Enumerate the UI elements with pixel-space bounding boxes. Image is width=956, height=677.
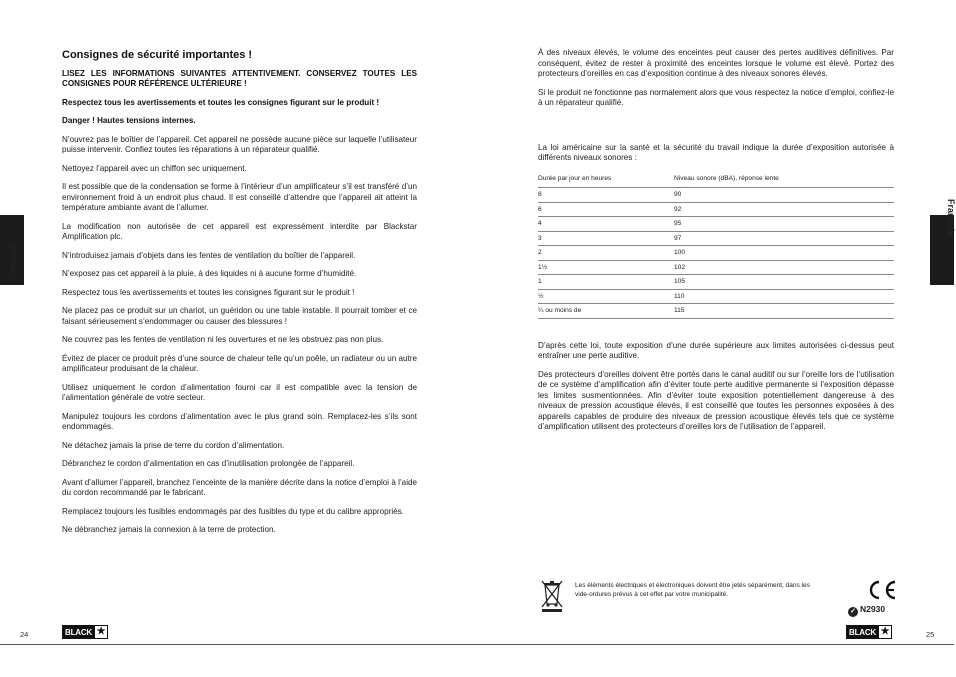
footer-rule bbox=[0, 644, 477, 645]
table-row bbox=[538, 202, 894, 217]
level-cell: 95 bbox=[674, 217, 894, 232]
duration-cell: ¼ ou moins de bbox=[538, 304, 674, 319]
side-language-label: Français bbox=[946, 198, 956, 236]
safety-paragraph: N’exposez pas cet appareil à la pluie, à des liquides ni à aucune forme d’humidité. bbox=[62, 269, 357, 278]
level-cell: 102 bbox=[674, 260, 894, 275]
weee-notice: Les éléments électriques et électroniques doivent être jetés séparément, dans les vide-ordures prévus à cet effet par votre municipalité. bbox=[575, 582, 810, 598]
blackstar-logo bbox=[62, 625, 108, 639]
safety-paragraph: N’ouvrez pas le boîtier de l’appareil. Cet appareil ne possède aucune pièce sur laquelle l’utilisateur puisse intervenir. Confiez toutes les réparations à un réparateur qualifié. bbox=[62, 134, 417, 154]
safety-paragraph: Danger ! Hautes tensions internes. bbox=[62, 116, 196, 125]
noise-exposure-table bbox=[538, 172, 894, 319]
page-number: 24 bbox=[20, 630, 29, 639]
safety-title: Consignes de sécurité importantes ! bbox=[62, 49, 253, 61]
duration-cell: 4 bbox=[538, 217, 674, 232]
duration-cell: 2 bbox=[538, 246, 674, 261]
star-icon: ★ bbox=[96, 626, 106, 637]
outro-paragraph: Des protecteurs d’oreilles doivent être portés dans le canal auditif ou sur l’oreille lors de l’utilisation de ce système d’amplification afin d’éviter toute perte auditive permanente si l’exposition dépasse les limites susmentionnées. Afin d’éviter toute exposition potentiellement dangereuse à des niveaux de pression acoustique élevés, il est conseillé que toutes les personnes exposées à des appareils capables de produire des niveaux de pression acoustique élevés tels que ce système d’amplification utilisent des protecteurs d’oreilles lors de l’utilisation de l’appareil. bbox=[538, 369, 894, 431]
safety-paragraph: Remplacez toujours les fusibles endommagés par des fusibles du type et du calibre appropriés. bbox=[62, 506, 404, 516]
cert-code bbox=[848, 604, 885, 617]
safety-paragraph: Avant d’allumer l’appareil, branchez l’enceinte de la manière décrite dans la notice d’emploi à l’aide du cordon recommandé par le fabricant. bbox=[62, 477, 417, 497]
level-cell: 97 bbox=[674, 231, 894, 246]
level-cell: 115 bbox=[674, 304, 894, 319]
duration-cell: ½ bbox=[538, 289, 674, 304]
table-header: Niveau sonore (dBA), réponse lente bbox=[674, 172, 894, 188]
blackstar-logo bbox=[846, 625, 892, 639]
table-row bbox=[538, 275, 894, 290]
safety-column bbox=[62, 50, 417, 544]
duration-cell: 8 bbox=[538, 188, 674, 203]
intro-paragraph: Si le produit ne fonctionne pas normalement alors que vous respectez la notice d’emploi, confiez-le à un réparateur qualifié. bbox=[538, 87, 894, 107]
safety-paragraph: Ne détachez jamais la prise de terre du cordon d’alimentation. bbox=[62, 440, 285, 450]
safety-paragraph: La modification non autorisée de cet appareil est expressément interdite par Blackstar Amplification plc. bbox=[62, 221, 417, 241]
weee-bin-icon bbox=[540, 578, 564, 612]
level-cell: 90 bbox=[674, 188, 894, 203]
table-row bbox=[538, 231, 894, 246]
safety-paragraph: Débranchez le cordon d’alimentation en cas d’inutilisation prolongée de l’appareil. bbox=[62, 459, 355, 468]
table-body bbox=[538, 188, 894, 319]
level-cell: 92 bbox=[674, 202, 894, 217]
side-language-label: Français bbox=[8, 244, 18, 282]
level-cell: 110 bbox=[674, 289, 894, 304]
safety-paragraphs bbox=[62, 69, 417, 536]
duration-cell: 1½ bbox=[538, 260, 674, 275]
safety-paragraph: Manipulez toujours les cordons d’alimentation avec le plus grand soin. Remplacez-les s’ils sont endommagés. bbox=[62, 411, 417, 431]
logo-text: BLACK bbox=[65, 627, 92, 637]
safety-paragraph: N’introduisez jamais d’objets dans les fentes de ventilation du boîtier de l’appareil. bbox=[62, 250, 356, 260]
duration-cell: 6 bbox=[538, 202, 674, 217]
intro-paragraph: À des niveaux élevés, le volume des enceintes peut causer des pertes auditives définitives. Par conséquent, évitez de rester à proximité des enceintes lorsque le volume est élevé. Portez des protecteurs d’oreilles en cas d’exposition continue à des niveaux sonores élevés. bbox=[538, 48, 894, 78]
safety-paragraph: Utilisez uniquement le cordon d’alimentation fourni car il est compatible avec la tension de l’alimentation générale de votre secteur. bbox=[62, 382, 417, 402]
table-row bbox=[538, 260, 894, 275]
safety-paragraph: Ne placez pas ce produit sur un chariot, un guéridon ou une table instable. Il pourrait tomber et ce faisant sérieusement s’endommager ou causer des blessures ! bbox=[62, 306, 417, 326]
table-row bbox=[538, 188, 894, 203]
table-header: Durée par jour en heures bbox=[538, 172, 674, 188]
safety-paragraph: Respectez tous les avertissements et toutes les consignes figurant sur le produit ! bbox=[62, 97, 380, 107]
ctick-icon: ✓ bbox=[848, 607, 858, 617]
table-row bbox=[538, 246, 894, 261]
safety-paragraph: Nettoyez l’appareil avec un chiffon sec uniquement. bbox=[62, 163, 247, 173]
page-number: 25 bbox=[926, 630, 935, 639]
safety-paragraph: Ne couvrez pas les fentes de ventilation ni les ouvertures et ne les obstruez pas non plus. bbox=[62, 335, 384, 344]
hearing-column bbox=[538, 48, 894, 441]
safety-paragraph: Évitez de placer ce produit près d’une source de chaleur telle qu’un poêle, un radiateur ou un autre amplificateur produisant de la chaleur. bbox=[62, 353, 417, 373]
cert-code-text: N2930 bbox=[860, 604, 886, 614]
table-row bbox=[538, 304, 894, 319]
table-header-row bbox=[538, 172, 894, 188]
level-cell: 100 bbox=[674, 246, 894, 261]
safety-paragraph: Ne débranchez jamais la connexion à la terre de protection. bbox=[62, 525, 276, 534]
logo-text: BLACK bbox=[849, 627, 876, 637]
ce-mark-graphic bbox=[865, 580, 897, 600]
table-row bbox=[538, 289, 894, 304]
safety-paragraph: LISEZ LES INFORMATIONS SUIVANTES ATTENTIVEMENT. CONSERVEZ TOUTES LES CONSIGNES POUR RÉFÉRENCE ULTÉRIEURE ! bbox=[62, 68, 417, 88]
star-icon: ★ bbox=[880, 626, 890, 637]
footer-rule bbox=[477, 644, 954, 645]
level-cell: 105 bbox=[674, 275, 894, 290]
duration-cell: 1 bbox=[538, 275, 674, 290]
table-row bbox=[538, 217, 894, 232]
ce-mark-icon bbox=[865, 580, 897, 600]
duration-cell: 3 bbox=[538, 231, 674, 246]
outro-paragraph: D’après cette loi, toute exposition d’une durée supérieure aux limites autorisées ci-dessus peut entraîner une perte auditive. bbox=[538, 340, 894, 360]
safety-paragraph: Il est possible que de la condensation se forme à l’intérieur d’un amplificateur s’il est transféré d’un environnement froid à un endroit plus chaud. Il est conseillé d’attendre que l’appareil ait atteint la température ambiante avant de l’allumer. bbox=[62, 182, 417, 212]
left-page bbox=[0, 0, 477, 677]
law-paragraph: La loi américaine sur la santé et la sécurité du travail indique la durée d’exposition autorisée à différents niveaux sonores : bbox=[538, 142, 894, 162]
safety-paragraph: Respectez tous les avertissements et toutes les consignes figurant sur le produit ! bbox=[62, 287, 355, 297]
